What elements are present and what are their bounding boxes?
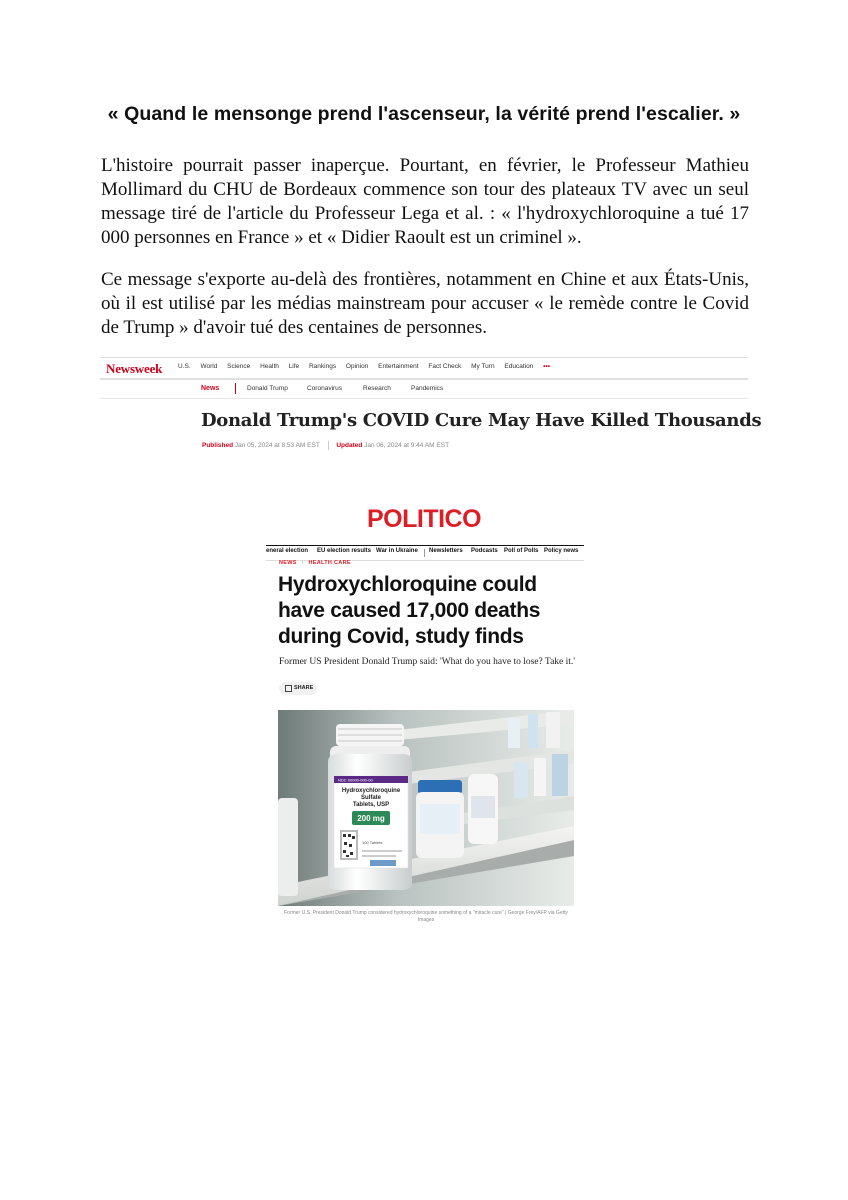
divider <box>424 549 425 557</box>
label-ndc: NDC 00000-000-00 <box>338 777 373 783</box>
divider <box>328 441 329 450</box>
nav-item-my-turn[interactable]: My Turn <box>471 363 495 370</box>
nav-item-opinion[interactable]: Opinion <box>345 363 369 370</box>
breadcrumb-news[interactable]: NEWS <box>279 560 297 566</box>
share-button[interactable] <box>279 682 317 695</box>
more-icon[interactable]: ••• <box>543 363 550 370</box>
breadcrumb-separator: › <box>301 560 304 566</box>
nav-item-health[interactable]: Health <box>260 363 279 370</box>
tag-coronavirus[interactable]: Coronavirus <box>307 385 343 392</box>
politico-headline: Hydroxychloroquine could have caused 17,000 deaths during Covid, study finds <box>278 573 541 648</box>
politico-nav <box>266 545 584 561</box>
newsweek-dates <box>202 441 449 450</box>
nav-item-newsletters[interactable]: Newsletters <box>429 548 463 554</box>
divider <box>235 383 236 394</box>
label-count: 100 Tablets <box>362 840 383 845</box>
section-news[interactable]: News <box>201 385 220 392</box>
newsweek-top-bar <box>100 357 748 380</box>
nav-item-science[interactable]: Science <box>227 363 251 370</box>
nav-item-education[interactable]: Education <box>504 363 534 370</box>
nav-item-eu-election-results[interactable]: EU election results <box>317 548 372 554</box>
paragraph-2: Ce message s'exporte au-delà des frontières, notamment en Chine et aux États-Unis, où il est utilisé par les médias mainstream pour accuser « le remède contre le Covid de Trump » d'avoir tué des centaines de personnes. <box>101 269 749 338</box>
nav-item-world[interactable]: World <box>200 363 218 370</box>
nav-item-podcasts[interactable]: Podcasts <box>471 548 498 554</box>
label-dose: 200 mg <box>357 814 385 823</box>
pill-bottle-photo <box>278 710 574 906</box>
newsweek-logo[interactable]: Newsweek <box>106 361 163 376</box>
photo-caption: Former U.S. President Donald Trump considered hydroxychloroquine something of a "miracle cure" | George Frey/AFP via Getty Images <box>284 910 568 923</box>
newsweek-subnav <box>100 380 748 399</box>
nav-item-general-election[interactable]: eneral election <box>266 548 309 554</box>
tag-donald-trump[interactable]: Donald Trump <box>247 385 288 392</box>
nav-item-war-in-ukraine[interactable]: War in Ukraine <box>376 548 418 554</box>
nav-item-poll-of-polls[interactable]: Poll of Polls <box>504 548 539 554</box>
published-date: Jan 05, 2024 at 8:53 AM EST <box>234 442 320 450</box>
nav-item-fact-check[interactable]: Fact Check <box>428 363 462 370</box>
politico-logo[interactable]: POLITICO <box>366 505 482 533</box>
breadcrumb <box>279 560 351 566</box>
nav-item-entertainment[interactable]: Entertainment <box>378 363 419 370</box>
published-label: Published <box>202 442 234 450</box>
share-label: SHARE <box>294 685 314 691</box>
tag-research[interactable]: Research <box>363 385 391 392</box>
updated-label: Updated <box>336 442 363 450</box>
label-tablets: Tablets, USP <box>352 802 390 808</box>
label-drug-name: Hydroxychloroquine <box>341 788 401 794</box>
newsweek-nav <box>178 363 558 370</box>
newsweek-screenshot <box>100 357 762 457</box>
paragraph-1: L'histoire pourrait passer inaperçue. Pourtant, en février, le Professeur Mathieu Mollimard du CHU de Bordeaux commence son tour des plateaux TV avec un seul message tiré de l'article du Professeur Lega et al. : « l'hydroxychloroquine a tué 17 000 personnes en France » et « Didier Raoult est un criminel ». <box>101 155 749 248</box>
photo-illustration <box>278 710 574 906</box>
nav-item-life[interactable]: Life <box>288 363 300 370</box>
newsweek-headline: Donald Trump's COVID Cure May Have Killed Thousands <box>201 410 762 431</box>
breadcrumb-health-care[interactable]: HEALTH CARE <box>308 560 351 566</box>
nav-item-rankings[interactable]: Rankings <box>308 363 337 370</box>
label-sulfate: Sulfate <box>360 795 382 801</box>
politico-subhead: Former US President Donald Trump said: 'What do you have to lose? Take it.' <box>279 657 575 667</box>
nav-item-us[interactable]: U.S. <box>178 363 191 370</box>
tag-pandemics[interactable]: Pandemics <box>411 385 444 392</box>
updated-date: Jan 06, 2024 at 9:44 AM EST <box>364 442 450 450</box>
quote-title: « Quand le mensonge prend l'ascenseur, la vérité prend l'escalier. » <box>107 103 741 125</box>
share-icon <box>285 685 292 692</box>
nav-item-policy-news[interactable]: Policy news <box>544 548 579 554</box>
